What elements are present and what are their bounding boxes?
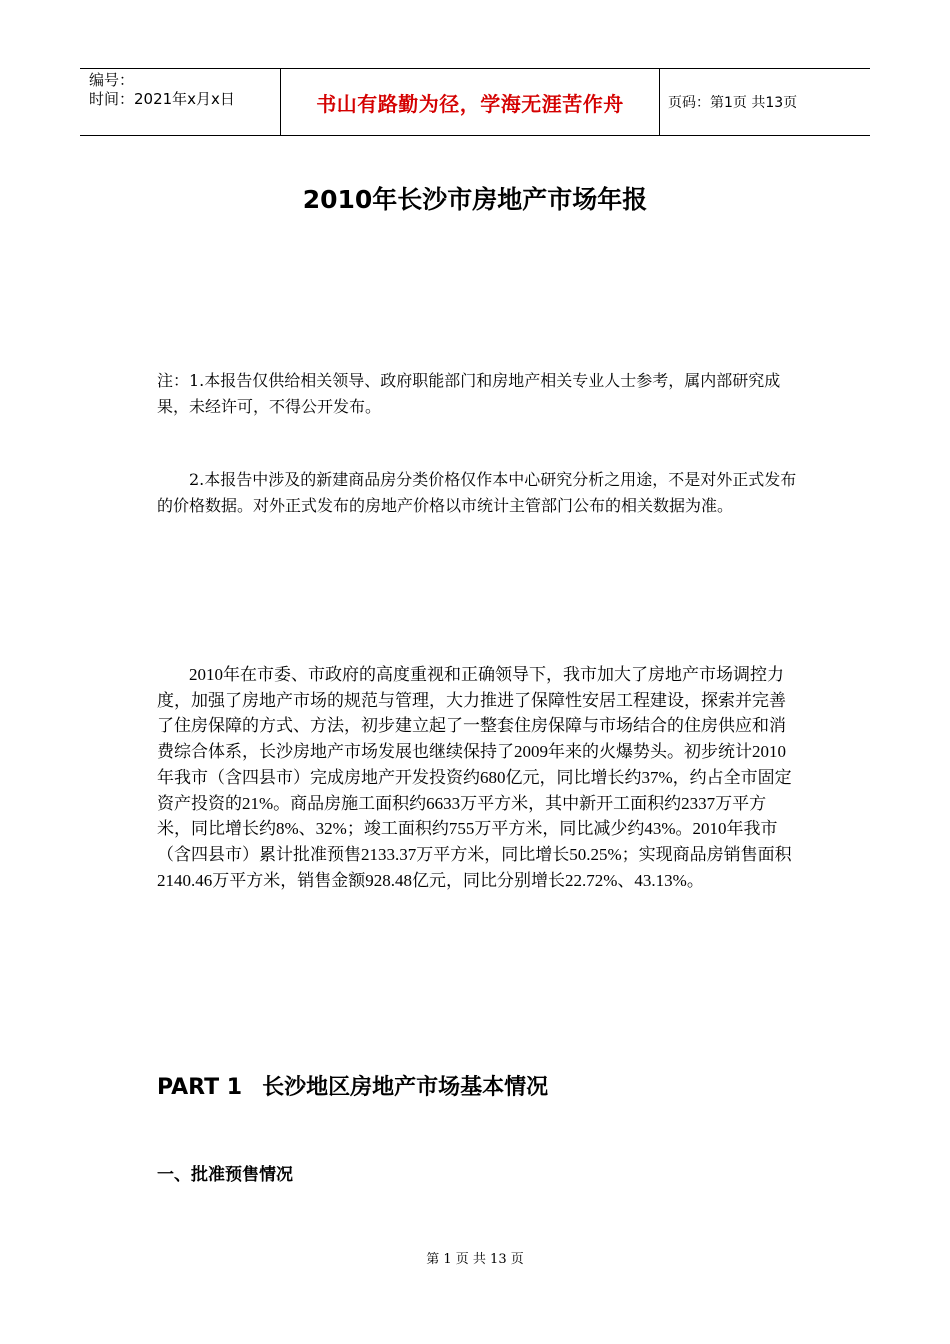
part-number: PART 1: [157, 1075, 243, 1100]
part-title: 长沙地区房地产市场基本情况: [262, 1074, 549, 1100]
motto-text: 书山有路勤为径，学海无涯苦作舟: [316, 91, 624, 116]
page-footer: 第 1 页 共 13 页: [426, 1252, 524, 1267]
header-table: [80, 68, 870, 136]
number-label: 编号：: [89, 71, 135, 89]
intro-paragraph: 2010年在市委、市政府的高度重视和正确领导下，我市加大了房地产市场调控力度，加强了房地产市场的规范与管理，大力推进了保障性安居工程建设，探索并完善了住房保障的方式、方法，初步建立起了一整套住房保障与市场结合的住房供应和消费综合体系，长沙房地产市场发展也继续保持了2009年来的火爆势头。初步统计2010年我市（含四县市）完成房地产开发投资约680亿元，同比增长约37%，约占全市固定资产投资的21%。商品房施工面积约6633万平方米，其中新开工面积约2337万平方米，同比增长约8%、32%；竣工面积约755万平方米，同比减少约43%。2010年我市（含四县市）累计批准预售2133.37万平方米，同比增长50.25%；实现商品房销售面积2140.46万平方米，销售金额928.48亿元，同比分别增长22.72%、43.13%。: [157, 665, 792, 890]
note-paragraph-2: 2.本报告中涉及的新建商品房分类价格仅作本中心研究分析之用途，不是对外正式发布的价格数据。对外正式发布的房地产价格以市统计主管部门公布的相关数据为准。: [157, 470, 797, 515]
section-heading: 一、批准预售情况: [157, 1165, 293, 1185]
part-heading: [157, 1070, 548, 1101]
page-label: 页码：第1页 共13页: [668, 95, 798, 111]
header-info-cell: [80, 69, 281, 135]
header-motto-cell: [281, 69, 660, 135]
time-label: 时间：2021年x月x日: [89, 90, 235, 108]
header-page-cell: [660, 69, 870, 135]
document-title: 2010年长沙市房地产市场年报: [302, 185, 648, 214]
note-paragraph-1: 注：1.本报告仅供给相关领导、政府职能部门和房地产相关专业人士参考，属内部研究成果，未经许可，不得公开发布。: [157, 371, 781, 416]
